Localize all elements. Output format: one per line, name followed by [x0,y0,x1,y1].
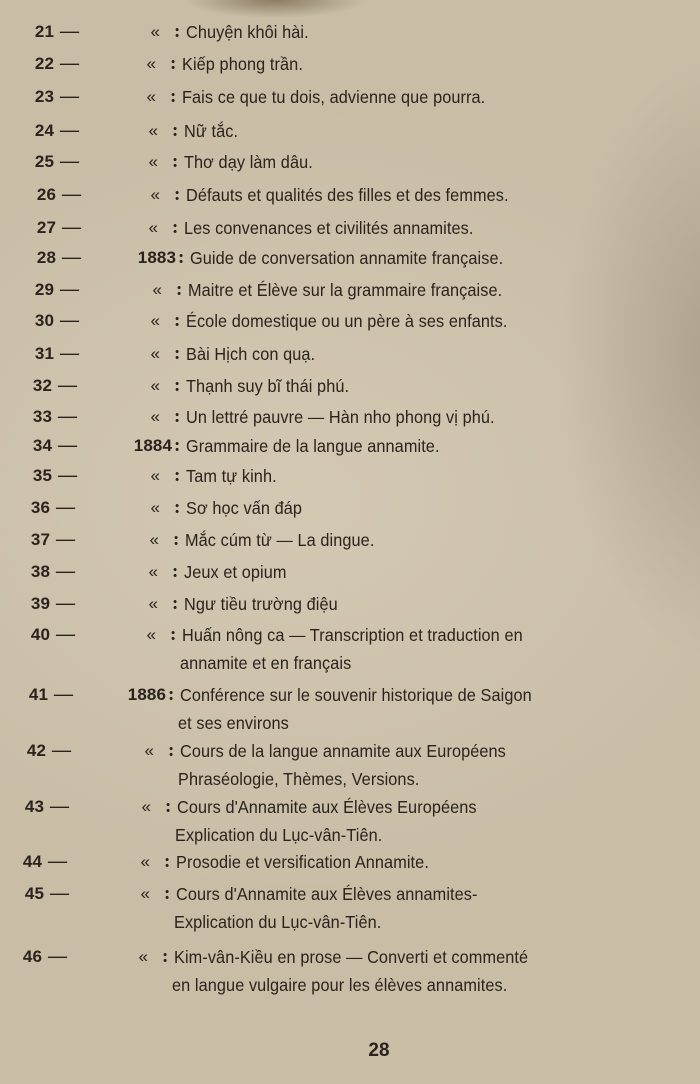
ditto-mark: « [150,311,160,330]
entry-dash: — [58,435,78,456]
entry-colon: : [173,529,180,550]
entry-dash: — [62,247,82,268]
entry-title: Jeux et opium [184,562,287,582]
list-item [0,340,700,368]
entry-number: 21 [34,22,54,41]
entry-colon: : [172,151,179,172]
entry-colon: : [174,375,181,396]
ditto-mark: « [150,407,160,426]
entry-title: École domestique ou un père à ses enfants. [186,311,508,331]
entry-title: Cours de la langue annamite aux Européens [180,741,506,761]
entry-number: 34 [32,436,52,455]
list-item [0,18,700,46]
entry-number: 25 [34,152,54,171]
list-item [0,83,700,111]
ditto-mark: « [150,344,160,363]
ditto-mark: « [148,218,158,237]
entry-number: 28 [36,248,56,267]
entry-colon: : [168,684,175,705]
entry-title: Les convenances et civilités annamites. [184,218,474,238]
entry-number: 45 [24,884,44,903]
entry-colon: : [164,883,171,904]
entry-number: 37 [30,530,50,549]
entry-title: Thạnh suy bĩ thái phú. [186,376,350,396]
ditto-mark: « [144,741,154,760]
entry-number: 32 [32,376,52,395]
entry-number: 22 [34,54,54,73]
ditto-mark: « [140,884,150,903]
entry-dash: — [58,406,78,427]
entry-number: 29 [34,280,54,299]
list-item [0,621,700,677]
entry-dash: — [50,883,70,904]
entry-number: 46 [22,947,42,966]
entry-dash: — [56,561,76,582]
entry-title: Kim-vân-Kiều en prose — Converti et commenté [174,947,529,967]
list-item [0,244,700,272]
entry-dash: — [56,497,76,518]
page-number: 28 [368,1040,390,1061]
entry-number: 33 [32,407,52,426]
entry-number: 35 [32,466,52,485]
entry-title: Ngư tiều trường điệu [184,594,338,614]
entry-title-continuation: annamite et en français [180,653,352,673]
entry-year: 1884 [133,436,172,455]
entry-title: Défauts et qualités des filles et des femmes. [186,185,509,205]
ditto-mark: « [140,852,150,871]
entry-colon: : [174,435,181,456]
list-item [0,793,700,849]
entry-dash: — [60,86,80,107]
entry-number: 26 [36,185,56,204]
entry-colon: : [174,406,181,427]
entry-dash: — [60,310,80,331]
entry-title: Guide de conversation annamite française. [190,248,504,268]
list-item [0,403,700,431]
entry-dash: — [60,279,80,300]
entry-title-continuation: et ses environs [178,713,289,733]
entry-title: Cours d'Annamite aux Élèves Européens [177,797,477,817]
entry-colon: : [165,796,172,817]
entry-dash: — [60,120,80,141]
entry-dash: — [62,184,82,205]
entry-colon: : [162,946,169,967]
list-item [0,307,700,335]
list-item [0,681,700,737]
list-item [0,590,700,618]
list-item [0,50,700,78]
list-item [0,372,700,400]
entry-title: Kiếp phong trần. [182,54,303,74]
list-item [0,117,700,145]
entry-title: Maitre et Élève sur la grammaire française. [188,280,503,300]
entry-title: Thơ dạy làm dâu. [184,152,313,172]
ditto-mark: « [152,280,162,299]
entry-colon: : [170,624,177,645]
entry-title: Prosodie et versification Annamite. [176,852,429,872]
entry-number: 44 [22,852,42,871]
ditto-mark: « [148,121,158,140]
entry-colon: : [176,279,183,300]
entry-title: Fais ce que tu dois, advienne que pourra. [182,87,486,107]
list-item [0,558,700,586]
ditto-mark: « [146,54,156,73]
ditto-mark: « [150,466,160,485]
entry-number: 24 [34,121,54,140]
entry-number: 36 [30,498,50,517]
entry-dash: — [48,851,68,872]
entry-number: 41 [28,685,48,704]
list-item [0,214,700,242]
ditto-mark: « [148,594,158,613]
ditto-mark: « [149,530,159,549]
entry-number: 40 [30,625,50,644]
entry-title: Tam tự kinh. [186,466,277,486]
entry-dash: — [60,343,80,364]
entry-year: 1883 [137,248,176,267]
entry-dash: — [62,217,82,238]
entry-number: 42 [26,741,46,760]
entry-colon: : [172,217,179,238]
entry-colon: : [172,561,179,582]
entry-colon: : [178,247,185,268]
ditto-mark: « [148,562,158,581]
ditto-mark: « [146,87,156,106]
ditto-mark: « [148,152,158,171]
entry-year: 1886 [127,685,166,704]
list-item [0,848,700,876]
entry-dash: — [50,796,70,817]
entry-colon: : [168,740,175,761]
entry-number: 30 [34,311,54,330]
entry-colon: : [172,593,179,614]
entry-dash: — [48,946,68,967]
entry-dash: — [56,529,76,550]
ditto-mark: « [138,947,148,966]
entry-number: 31 [34,344,54,363]
list-item [0,181,700,209]
ditto-mark: « [150,185,160,204]
entry-colon: : [170,53,177,74]
entry-title: Bài Hịch con quạ. [186,344,316,364]
entry-colon: : [174,184,181,205]
entry-title: Chuyện khôi hài. [186,22,309,42]
list-item [0,880,700,936]
entry-dash: — [58,465,78,486]
entry-title-continuation: Phraséologie, Thèmes, Versions. [178,769,420,789]
entry-number: 39 [30,594,50,613]
entry-dash: — [60,21,80,42]
list-item [0,494,700,522]
ditto-mark: « [146,625,156,644]
entry-title: Huấn nông ca — Transcription et traduction en [182,625,523,645]
entry-dash: — [54,684,74,705]
entry-colon: : [174,465,181,486]
entry-colon: : [174,343,181,364]
entry-title-continuation: Explication du Lục-vân-Tiên. [174,912,382,932]
list-item [0,276,700,304]
entry-title: Cours d'Annamite aux Élèves annamites- [176,884,478,904]
entry-colon: : [174,21,181,42]
entry-dash: — [56,593,76,614]
entry-number: 27 [36,218,56,237]
ditto-mark: « [141,797,151,816]
entry-number: 23 [34,87,54,106]
list-item [0,148,700,176]
entry-dash: — [56,624,76,645]
list-item [0,943,700,999]
entry-colon: : [174,497,181,518]
ditto-mark: « [150,498,160,517]
ditto-mark: « [150,376,160,395]
entry-title: Grammaire de la langue annamite. [186,436,440,456]
ditto-mark: « [150,22,160,41]
entry-dash: — [60,53,80,74]
entry-title-continuation: en langue vulgaire pour les élèves annamites. [172,975,508,995]
entry-dash: — [60,151,80,172]
entry-title: Nữ tắc. [184,121,239,141]
entry-dash: — [52,740,72,761]
entry-title: Conférence sur le souvenir historique de Saigon [180,685,532,705]
entry-title: Mắc cúm từ — La dingue. [185,530,375,550]
entry-colon: : [164,851,171,872]
entry-title: Un lettré pauvre — Hàn nho phong vị phú. [186,407,495,427]
entry-title: Sơ học vấn đáp [186,498,303,518]
entry-colon: : [170,86,177,107]
entry-number: 43 [24,797,44,816]
list-item [0,526,700,554]
list-item [0,737,700,793]
entry-colon: : [174,310,181,331]
entry-number: 38 [30,562,50,581]
entry-title-continuation: Explication du Lục-vân-Tiên. [175,825,383,845]
entry-colon: : [172,120,179,141]
list-item [0,462,700,490]
list-item [0,432,700,460]
entry-dash: — [58,375,78,396]
